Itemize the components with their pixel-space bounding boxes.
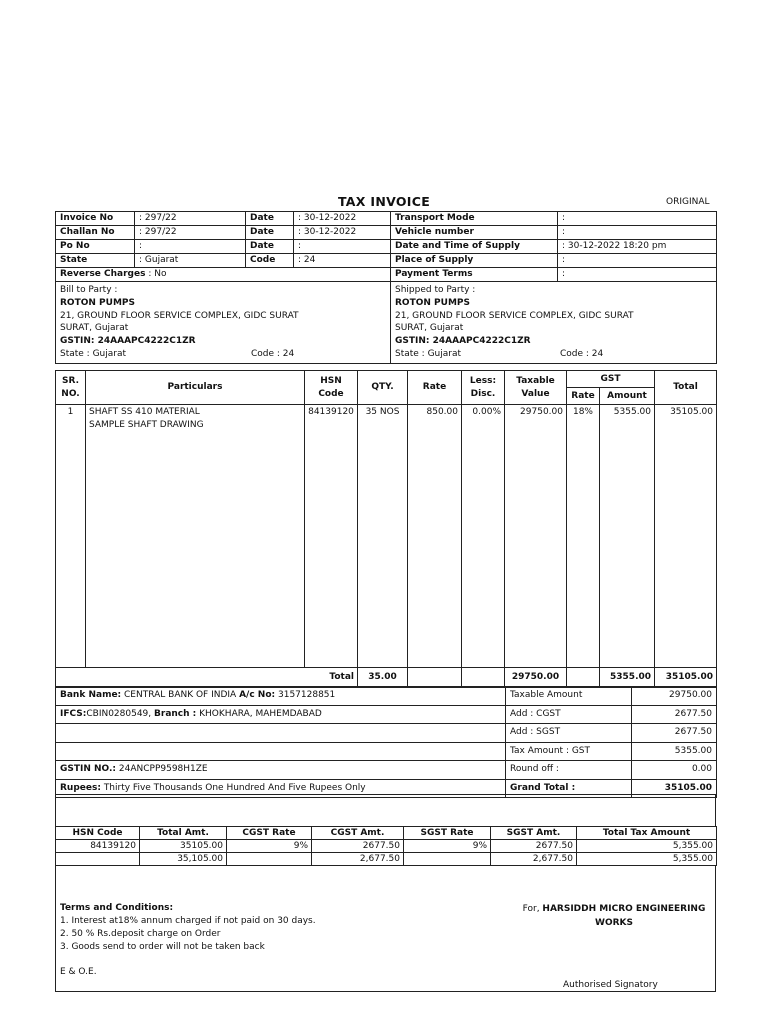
term-item: 1. Interest at18% annum charged if not paid on 30 days.	[60, 916, 316, 926]
po-no-label: Po No	[56, 240, 135, 254]
total-taxable: 29750.00	[505, 668, 567, 688]
hsn-sgst-rate: 9%	[404, 840, 491, 853]
item-qty: 35 NOS	[358, 405, 408, 668]
vehicle-number-label: Vehicle number	[391, 226, 558, 240]
bill-to-address: 21, GROUND FLOOR SERVICE COMPLEX, GIDC SURAT	[60, 310, 299, 321]
supply-datetime-value: : 30-12-2022 18:20 pm	[558, 240, 717, 254]
grand-total-label: Grand Total :	[506, 779, 632, 798]
table-row	[56, 840, 717, 853]
summary-row	[56, 705, 717, 724]
table-row	[56, 853, 717, 866]
item-rate: 850.00	[408, 405, 462, 668]
bill-to-code: Code : 24	[251, 348, 295, 359]
reverse-charges-label: Reverse Charges	[60, 269, 146, 279]
date-label: Date	[246, 226, 294, 240]
item-gst-rate: 18%	[567, 405, 600, 668]
reverse-charges-value: : No	[148, 269, 167, 279]
col-particulars: Particulars	[86, 371, 305, 405]
col-gst-rate: Rate	[567, 388, 600, 405]
transport-mode-label: Transport Mode	[391, 212, 558, 226]
invoice-no-label: Invoice No	[56, 212, 135, 226]
hsn-summary-table	[55, 826, 717, 866]
hsn-sgst-amt: 2677.50	[491, 840, 577, 853]
po-no-value: :	[135, 240, 246, 254]
hsn-col-sgst-rate: SGST Rate	[404, 827, 491, 840]
party-row	[56, 282, 717, 364]
col-sr-label: SR.	[62, 375, 79, 386]
invoice-no-value: : 297/22	[135, 212, 246, 226]
hsn-code: 84139120	[56, 840, 140, 853]
blank-line	[56, 724, 506, 743]
total-qty: 35.00	[358, 668, 408, 688]
company-name-line	[519, 902, 709, 916]
total-gst-rate-empty	[567, 668, 600, 688]
item-desc-2: SAMPLE SHAFT DRAWING	[89, 419, 204, 430]
authorised-signatory: Authorised Signatory	[563, 980, 658, 990]
round-off-value: 0.00	[632, 761, 717, 780]
terms-section	[60, 902, 316, 979]
bill-to-party	[56, 282, 391, 364]
term-item: 3. Goods send to order will not be taken back	[60, 942, 265, 952]
rupees-words: Thirty Five Thousands One Hundred And Five Rupees Only	[100, 782, 366, 793]
terms-title: Terms and Conditions:	[60, 903, 174, 913]
date-value: : 30-12-2022	[294, 226, 391, 240]
ship-to-code: Code : 24	[560, 348, 604, 359]
hsn-cgst-amt: 2,677.50	[312, 853, 404, 866]
col-hsn-label: HSN	[320, 375, 342, 386]
hsn-total-tax: 5,355.00	[577, 853, 717, 866]
payment-terms-label: Payment Terms	[391, 268, 558, 282]
hsn-total: 35,105.00	[140, 853, 227, 866]
hsn-col-code: HSN Code	[56, 827, 140, 840]
item-gst-amount: 5355.00	[600, 405, 655, 668]
ship-to-state: State : Gujarat	[395, 348, 462, 359]
hsn-cgst-rate	[227, 853, 312, 866]
total-gst-amount: 5355.00	[600, 668, 655, 688]
cgst-label: Add : CGST	[506, 705, 632, 724]
round-off-label: Round off :	[506, 761, 632, 780]
place-of-supply-value: :	[558, 254, 717, 268]
ship-to-city: SURAT, Gujarat	[395, 323, 464, 334]
term-item: 2. 50 % Rs.deposit charge on Order	[60, 929, 221, 939]
hsn-col-cgst-rate: CGST Rate	[227, 827, 312, 840]
hsn-col-sgst-amt: SGST Amt.	[491, 827, 577, 840]
hsn-sgst-amt: 2,677.50	[491, 853, 577, 866]
code-label: Code	[246, 254, 294, 268]
hsn-total-tax: 5,355.00	[577, 840, 717, 853]
item-taxable: 29750.00	[505, 405, 567, 668]
header-row	[56, 212, 717, 226]
col-taxable-value	[505, 371, 567, 405]
reverse-charges	[56, 268, 391, 282]
header-row	[56, 254, 717, 268]
col-sr-no	[56, 371, 86, 405]
company-name: HARSIDDH MICRO ENGINEERING	[542, 904, 706, 914]
bank-name: CENTRAL BANK OF INDIA	[121, 690, 240, 700]
document-title: TAX INVOICE	[337, 194, 431, 209]
date-value: :	[294, 240, 391, 254]
hsn-col-cgst-amt: CGST Amt.	[312, 827, 404, 840]
header-row	[56, 268, 717, 282]
table-row	[56, 405, 717, 668]
ifsc-line	[56, 705, 506, 724]
hsn-col-total-tax: Total Tax Amount	[577, 827, 717, 840]
branch-label: Branch :	[154, 708, 197, 719]
terms-gap	[60, 954, 316, 966]
header-row	[56, 240, 717, 254]
invoice-header-table	[55, 211, 717, 364]
ifsc-code: CBIN0280549,	[86, 708, 155, 719]
bank-name-label: Bank Name:	[60, 690, 122, 700]
bill-to-state-line	[60, 348, 386, 361]
account-no-label: A/c No:	[239, 690, 276, 700]
taxable-amount-value: 29750.00	[632, 687, 717, 706]
date-value: : 30-12-2022	[294, 212, 391, 226]
state-label: State	[56, 254, 135, 268]
col-no-label: NO.	[61, 388, 80, 399]
col-value-label: Value	[521, 388, 550, 399]
rupees-label: Rupees:	[60, 782, 101, 793]
sgst-label: Add : SGST	[506, 724, 632, 743]
ship-to-name: ROTON PUMPS	[395, 297, 470, 308]
col-gst: GST	[567, 371, 655, 388]
hsn-code	[56, 853, 140, 866]
place-of-supply-label: Place of Supply	[391, 254, 558, 268]
hsn-header-row	[56, 827, 717, 840]
spacer-box	[55, 794, 716, 827]
hsn-cgst-amt: 2677.50	[312, 840, 404, 853]
total-disc-empty	[462, 668, 505, 688]
bank-summary-table	[55, 686, 717, 798]
bill-to-state: State : Gujarat	[60, 348, 127, 359]
total-rate-empty	[408, 668, 462, 688]
col-gst-amount: Amount	[600, 388, 655, 405]
item-hsn: 84139120	[305, 405, 358, 668]
transport-mode-value: :	[558, 212, 717, 226]
company-name-cont: WORKS	[595, 918, 633, 928]
summary-row	[56, 761, 717, 780]
ship-to-address: 21, GROUND FLOOR SERVICE COMPLEX, GIDC SURAT	[395, 310, 634, 321]
total-label: Total	[86, 668, 358, 688]
tax-amount-value: 5355.00	[632, 742, 717, 761]
item-particulars	[86, 405, 305, 668]
ifsc-label: IFCS:	[60, 708, 87, 719]
item-desc-1: SHAFT SS 410 MATERIAL	[89, 407, 200, 417]
company-prefix: For,	[522, 904, 543, 914]
eoe-note: E & O.E.	[60, 967, 97, 977]
header-row	[56, 226, 717, 240]
date-label: Date	[246, 212, 294, 226]
items-header-row	[56, 371, 717, 388]
summary-row	[56, 687, 717, 706]
branch-name: KHOKHARA, MAHEMDABAD	[196, 708, 322, 719]
ship-to-gstin: GSTIN: 24AAAPC4222C1ZR	[395, 336, 531, 347]
col-total: Total	[655, 371, 717, 405]
bill-to-gstin: GSTIN: 24AAAPC4222C1ZR	[60, 336, 196, 347]
date-label: Date	[246, 240, 294, 254]
ship-to-label: Shipped to Party :	[395, 285, 476, 295]
total-spacer	[56, 668, 86, 688]
blank-line	[56, 742, 506, 761]
item-total: 35105.00	[655, 405, 717, 668]
summary-row	[56, 724, 717, 743]
challan-no-value: : 297/22	[135, 226, 246, 240]
col-qty: QTY.	[358, 371, 408, 405]
total-grand: 35105.00	[655, 668, 717, 688]
ship-to-party	[391, 282, 717, 364]
bank-name-line	[56, 687, 506, 706]
hsn-col-total: Total Amt.	[140, 827, 227, 840]
items-table	[55, 370, 717, 688]
ship-to-state-line	[395, 348, 712, 361]
gstin-line	[56, 761, 506, 780]
supply-datetime-label: Date and Time of Supply	[391, 240, 558, 254]
col-code-label: Code	[318, 388, 344, 399]
state-value: : Gujarat	[135, 254, 246, 268]
col-rate: Rate	[408, 371, 462, 405]
hsn-total: 35105.00	[140, 840, 227, 853]
bill-to-city: SURAT, Gujarat	[60, 323, 129, 334]
hsn-sgst-rate	[404, 853, 491, 866]
gstin-label: GSTIN NO.:	[60, 764, 117, 774]
payment-terms-value: :	[558, 268, 717, 282]
item-sr: 1	[56, 405, 86, 668]
col-disc-label: Disc.	[470, 388, 496, 399]
copy-label: ORIGINAL	[666, 197, 710, 207]
gstin-value: 24ANCPP9598H1ZE	[116, 764, 208, 774]
sgst-value: 2677.50	[632, 724, 717, 743]
company-signature-block	[519, 902, 709, 930]
col-hsn-code	[305, 371, 358, 405]
item-disc: 0.00%	[462, 405, 505, 668]
hsn-cgst-rate: 9%	[227, 840, 312, 853]
vehicle-number-value: :	[558, 226, 717, 240]
bill-to-name: ROTON PUMPS	[60, 297, 135, 308]
tax-amount-label: Tax Amount : GST	[506, 742, 632, 761]
grand-total-value: 35105.00	[632, 779, 717, 798]
col-discount	[462, 371, 505, 405]
bill-to-label: Bill to Party :	[60, 285, 118, 295]
account-no: 3157128851	[275, 690, 336, 700]
taxable-amount-label: Taxable Amount	[506, 687, 632, 706]
summary-row	[56, 742, 717, 761]
challan-no-label: Challan No	[56, 226, 135, 240]
items-total-row	[56, 668, 717, 688]
code-value: : 24	[294, 254, 391, 268]
cgst-value: 2677.50	[632, 705, 717, 724]
col-taxable-label: Taxable	[516, 375, 555, 386]
col-less-label: Less:	[469, 375, 497, 386]
